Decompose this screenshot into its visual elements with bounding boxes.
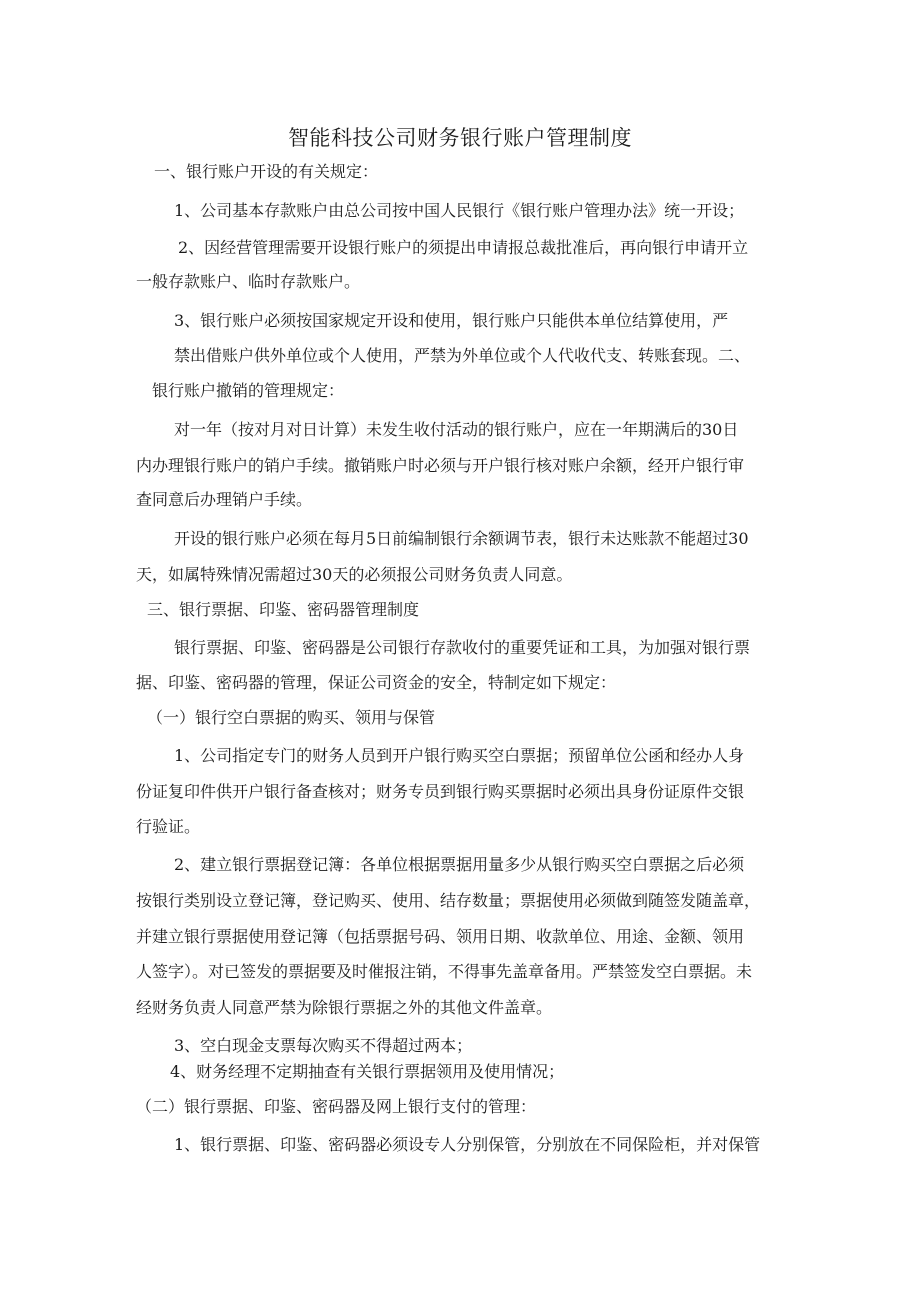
paragraph-line: 并建立银行票据使用登记簿（包括票据号码、领用日期、收款单位、用途、金额、领用 [136, 927, 745, 946]
paragraph-line: 经财务负责人同意严禁为除银行票据之外的其他文件盖章。 [136, 998, 553, 1017]
paragraph-line: 2、因经营管理需要开设银行账户的须提出申请报总裁批准后，再向银行申请开立 [178, 238, 749, 257]
paragraph-line: 2、建立银行票据登记簿：各单位根据票据用量多少从银行购买空白票据之后必须 [174, 855, 745, 874]
paragraph-line: 天，如属特殊情况需超过30天的必须报公司财务负责人同意。 [136, 565, 573, 584]
paragraph-line: 对一年（按对月对日计算）未发生收付活动的银行账户，应在一年期满后的30日 [174, 420, 739, 439]
paragraph-line: 内办理银行账户的销户手续。撤销账户时必须与开户银行核对账户余额，经开户银行审 [136, 456, 745, 475]
section-heading-3: 三、银行票据、印鉴、密码器管理制度 [147, 600, 420, 619]
paragraph-line: 行验证。 [136, 817, 201, 836]
paragraph-line: 3、空白现金支票每次购买不得超过两本； [174, 1036, 473, 1055]
paragraph-line: 查同意后办理销户手续。 [136, 490, 313, 509]
paragraph-line: 银行票据、印鉴、密码器是公司银行存款收付的重要凭证和工具，为加强对银行票 [174, 638, 751, 657]
paragraph-line: 1、银行票据、印鉴、密码器必须设专人分别保管，分别放在不同保险柜，并对保管 [174, 1135, 761, 1154]
paragraph-line: 人签字）。对已签发的票据要及时催报注销，不得事先盖章备用。严禁签发空白票据。未 [136, 962, 753, 981]
document-title: 智能科技公司财务银行账户管理制度 [288, 126, 632, 150]
paragraph-line: 4、财务经理不定期抽查有关银行票据领用及使用情况； [170, 1062, 565, 1081]
paragraph-line: 据、印鉴、密码器的管理，保证公司资金的安全，特制定如下规定： [136, 673, 617, 692]
paragraph-line: 禁出借账户供外单位或个人使用，严禁为外单位或个人代收代支、转账套现。二、 [174, 346, 751, 365]
section-heading-1: 一、银行账户开设的有关规定： [154, 162, 379, 181]
paragraph-line: 1、公司基本存款账户由总公司按中国人民银行《银行账户管理办法》统一开设； [174, 201, 745, 220]
paragraph-line: 份证复印件供开户银行备查核对；财务专员到银行购买票据时必须出具身份证原件交银 [136, 782, 745, 801]
paragraph-line: 一般存款账户、临时存款账户。 [136, 272, 361, 291]
paragraph-line: 3、银行账户必须按国家规定开设和使用，银行账户只能供本单位结算使用，严 [174, 311, 729, 330]
subsection-heading-1: （一）银行空白票据的购买、领用与保管 [147, 708, 436, 727]
paragraph-line: 按银行类别设立登记簿，登记购买、使用、结存数量；票据使用必须做到随签发随盖章， [136, 891, 761, 910]
section-heading-2: 银行账户撤销的管理规定： [152, 381, 345, 400]
subsection-heading-2: （二）银行票据、印鉴、密码器及网上银行支付的管理： [136, 1097, 537, 1116]
paragraph-line: 开设的银行账户必须在每月5日前编制银行余额调节表，银行未达账款不能超过30 [174, 529, 749, 548]
paragraph-line: 1、公司指定专门的财务人员到开户银行购买空白票据；预留单位公函和经办人身 [174, 746, 745, 765]
